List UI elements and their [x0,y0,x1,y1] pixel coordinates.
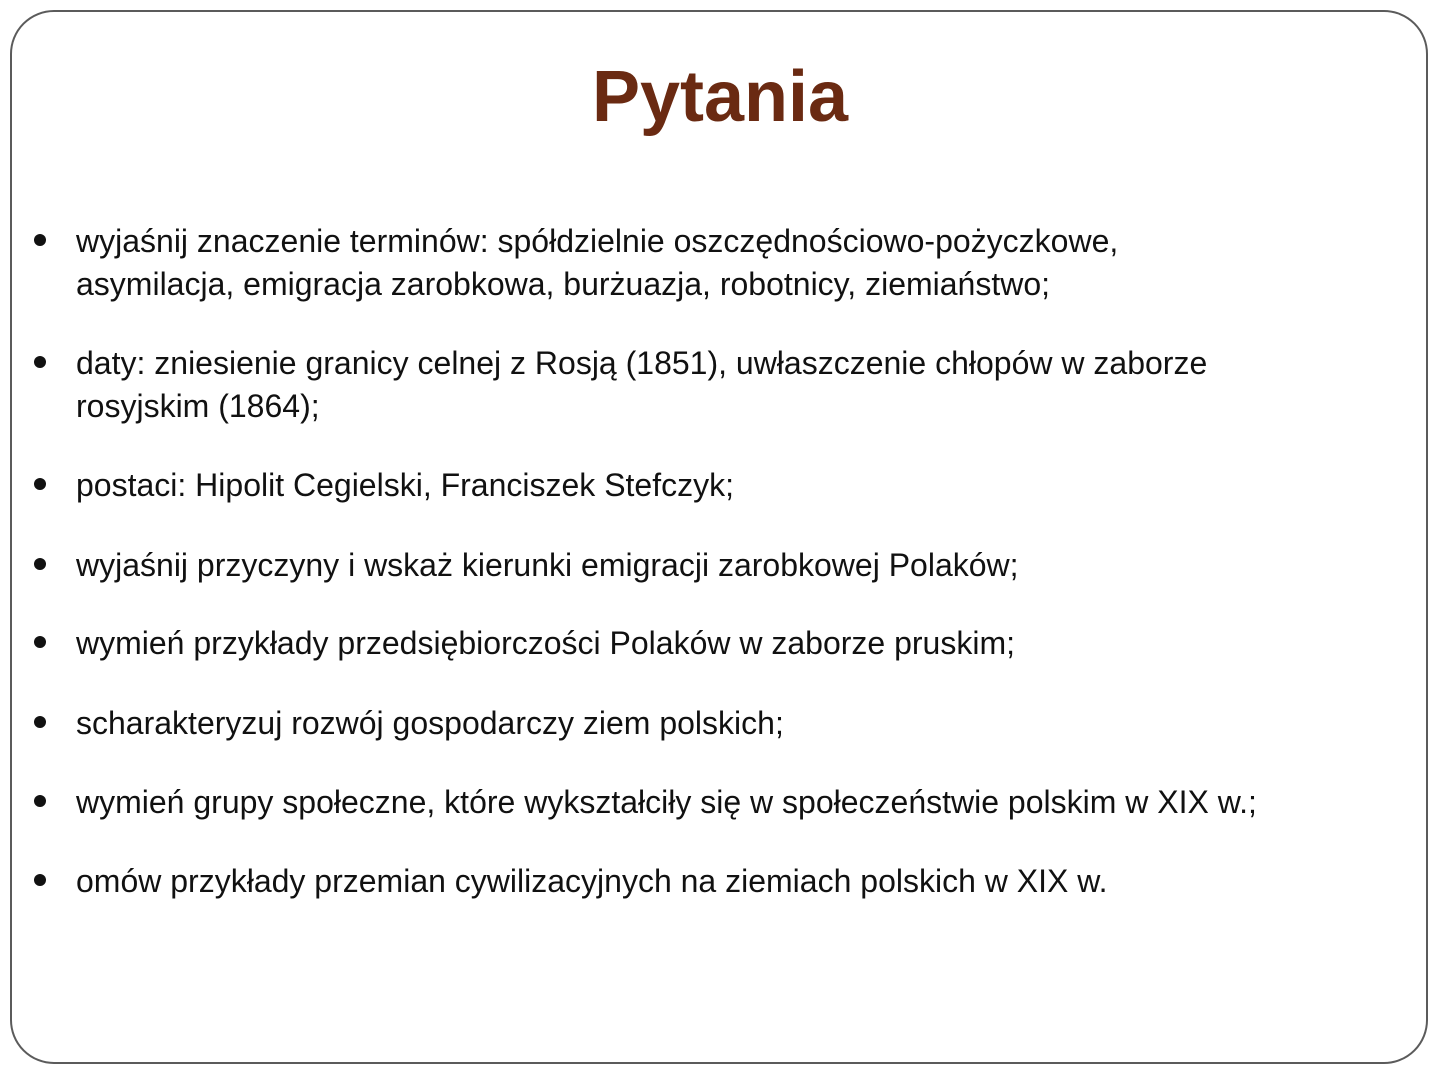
list-item-text: wymień przykłady przedsiębiorczości Polaków w zaborze pruskim; [76,625,1015,661]
list-item [28,220,1428,306]
bullet-icon [34,716,46,728]
bullet-icon [34,558,46,570]
bullet-icon [34,234,46,246]
list-item [28,464,1428,507]
list-item-text: wyjaśnij znaczenie terminów: spółdzielnie oszczędnościowo-pożyczkowe, asymilacja, emigracja zarobkowa, burżuazja, robotnicy, ziemiaństwo; [76,223,1119,302]
list-item-text: scharakteryzuj rozwój gospodarczy ziem polskich; [76,705,784,741]
list-item [28,702,1428,745]
bullet-icon [34,795,46,807]
list-item-text: wymień grupy społeczne, które wykształciły się w społeczeństwie polskim w XIX w.; [76,784,1257,820]
bullet-icon [34,636,46,648]
list-item [28,622,1428,665]
list-item-text: postaci: Hipolit Cegielski, Franciszek Stefczyk; [76,467,734,503]
bullet-icon [34,356,46,368]
list-item-text: omów przykłady przemian cywilizacyjnych na ziemiach polskich w XIX w. [76,863,1108,899]
list-item [28,342,1428,428]
list-item-text: daty: zniesienie granicy celnej z Rosją (1851), uwłaszczenie chłopów w zaborze rosyjskim (1864); [76,345,1208,424]
list-item [28,781,1428,824]
slide-title: Pytania [591,57,849,137]
list-item-text: wyjaśnij przyczyny i wskaż kierunki emigracji zarobkowej Polaków; [76,547,1019,583]
list-item [28,544,1428,587]
bullet-icon [34,874,46,886]
bullet-icon [34,478,46,490]
list-item [28,860,1428,903]
